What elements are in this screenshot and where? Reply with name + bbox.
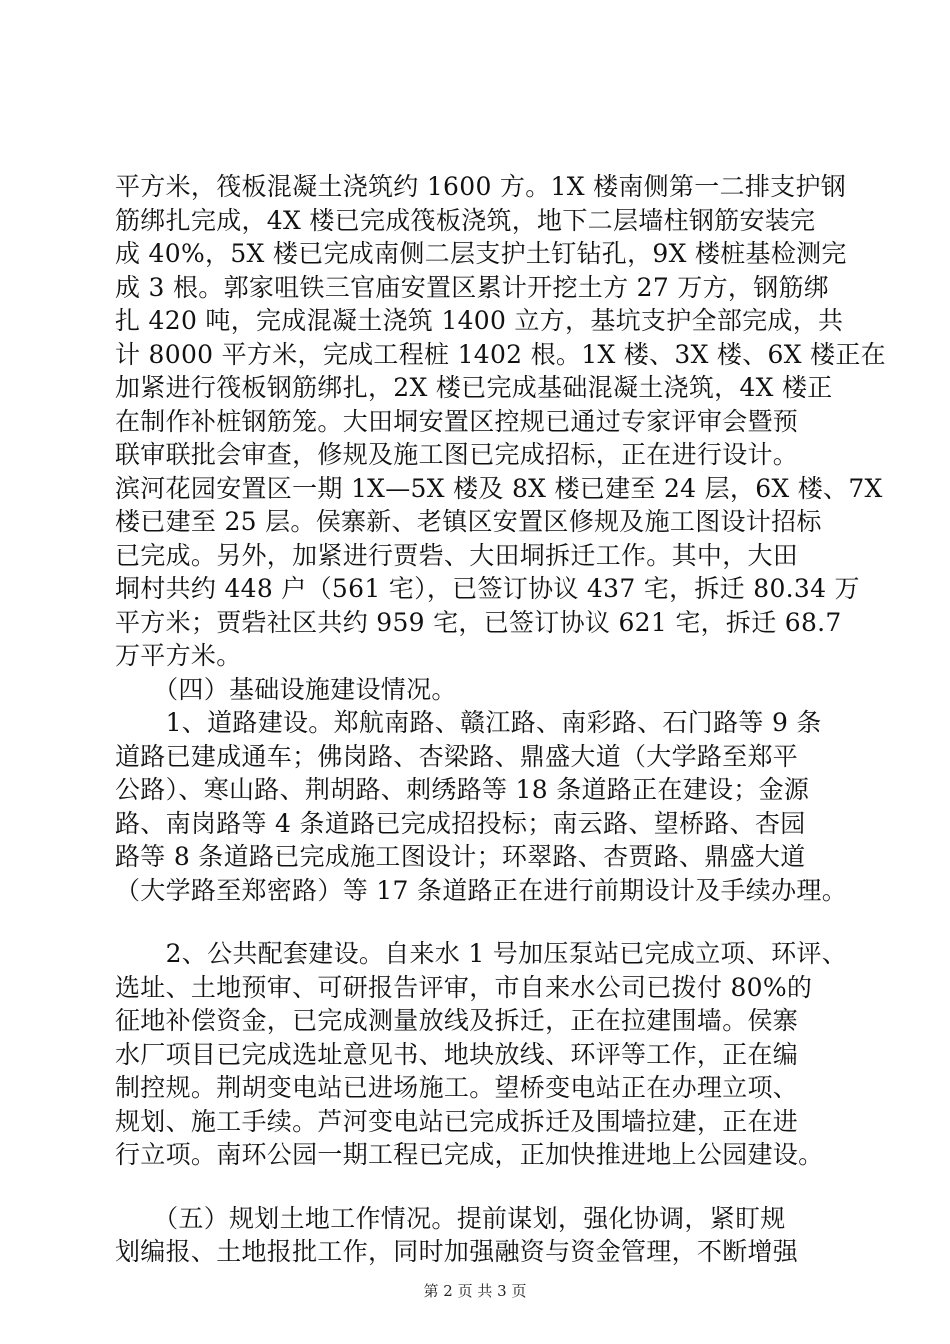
text-line: 规划、施工手续。芦河变电站已完成拆迁及围墙拉建，正在进 — [115, 1107, 799, 1136]
text-line: 平方米；贾砦社区共约 959 宅，已签订协议 621 宅，拆迁 68.7 — [115, 608, 842, 637]
text-line: 垌村共约 448 户（561 宅），已签订协议 437 宅，拆迁 80.34 万 — [115, 574, 860, 603]
text-line: 行立项。南环公园一期工程已完成，正加快推进地上公园建设。 — [115, 1140, 824, 1169]
text-line: 2、公共配套建设。自来水 1 号加压泵站已完成立项、环评、 — [115, 939, 848, 968]
text-line: 道路已建成通车；佛岗路、杏梁路、鼎盛大道（大学路至郑平 — [115, 742, 799, 771]
text-line: 路、南岗路等 4 条道路已完成招投标；南云路、望桥路、杏园 — [115, 809, 806, 838]
text-line: 制控规。荆胡变电站已进场施工。望桥变电站正在办理立项、 — [115, 1073, 799, 1102]
text-line: 扎 420 吨，完成混凝土浇筑 1400 立方，基坑支护全部完成，共 — [115, 306, 844, 335]
text-line: 成 3 根。郭家咀铁三官庙安置区累计开挖土方 27 万方，钢筋绑 — [115, 273, 830, 302]
page-footer: 第 2 页 共 3 页 — [423, 1282, 527, 1300]
text-line: 计 8000 平方米，完成工程桩 1402 根。1X 楼、3X 楼、6X 楼正在 — [115, 340, 886, 369]
text-line: 路等 8 条道路已完成施工图设计；环翠路、杏贾路、鼎盛大道 — [115, 842, 806, 871]
text-line: 楼已建至 25 层。侯寨新、老镇区安置区修规及施工图设计招标 — [115, 507, 822, 536]
text-line: 征地补偿资金，已完成测量放线及拆迁，正在拉建围墙。侯寨 — [115, 1006, 799, 1035]
text-line: 滨河花园安置区一期 1X—5X 楼及 8X 楼已建至 24 层，6X 楼、7X — [115, 474, 883, 503]
text-line: 万平方米。 — [115, 641, 242, 670]
text-line: 1、道路建设。郑航南路、赣江路、南彩路、石门路等 9 条 — [115, 708, 822, 737]
text-line: 筋绑扎完成，4X 楼已完成筏板浇筑，地下二层墙柱钢筋安装完 — [115, 206, 816, 235]
text-line: 在制作补桩钢筋笼。大田垌安置区控规已通过专家评审会暨预 — [115, 407, 799, 436]
section-heading: （五）规划土地工作情况。提前谋划，强化协调，紧盯规 — [115, 1204, 786, 1233]
text-line: 加紧进行筏板钢筋绑扎，2X 楼已完成基础混凝土浇筑，4X 楼正 — [115, 373, 833, 402]
text-line: 选址、土地预审、可研报告评审，市自来水公司已拨付 80%的 — [115, 973, 813, 1002]
text-line: 水厂项目已完成选址意见书、地块放线、环评等工作，正在编 — [115, 1040, 799, 1069]
text-line: 平方米，筏板混凝土浇筑约 1600 方。1X 楼南侧第一二排支护钢 — [115, 172, 847, 201]
text-line: 已完成。另外，加紧进行贾砦、大田垌拆迁工作。其中，大田 — [115, 541, 799, 570]
text-line: 成 40%，5X 楼已完成南侧二层支护土钉钻孔，9X 楼桩基检测完 — [115, 239, 847, 268]
text-line: 划编报、土地报批工作，同时加强融资与资金管理，不断增强 — [115, 1237, 799, 1266]
text-line: 公路）、寒山路、荆胡路、刺绣路等 18 条道路正在建设；金源 — [115, 775, 810, 804]
section-heading: （四）基础设施建设情况。 — [115, 675, 457, 704]
text-line: （大学路至郑密路）等 17 条道路正在进行前期设计及手续办理。 — [115, 876, 848, 905]
text-line: 联审联批会审查，修规及施工图已完成招标，正在进行设计。 — [115, 440, 799, 469]
